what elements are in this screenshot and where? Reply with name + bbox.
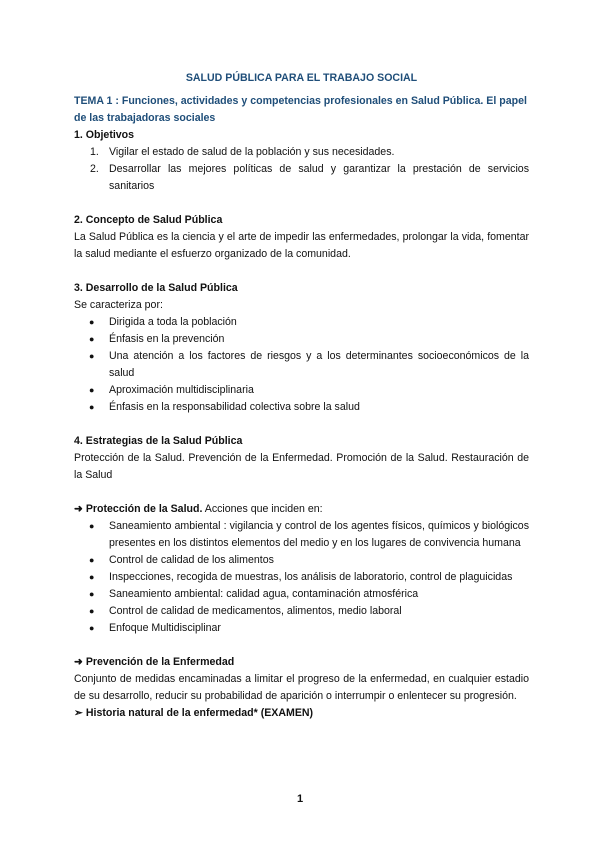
list-item (74, 620, 529, 637)
bullet-icon: ● (89, 317, 95, 327)
topic-heading: TEMA 1 : Funciones, actividades y competencias profesionales en Salud Pública. El papel de las trabajadoras sociales (74, 95, 527, 124)
prevencion-title: Prevención de la Enfermedad (85, 656, 235, 668)
proteccion-list (74, 518, 529, 637)
historia-natural-line (74, 705, 529, 722)
document-title: SALUD PÚBLICA PARA EL TRABAJO SOCIAL (185, 72, 418, 84)
spacer (74, 195, 529, 212)
item-text: Control de calidad de los alimentos (109, 554, 274, 566)
spacer (74, 263, 529, 280)
list-item (74, 518, 529, 552)
section-heading-desarrollo: 3. Desarrollo de la Salud Pública (74, 282, 238, 294)
section-heading-concepto: 2. Concepto de Salud Pública (74, 214, 223, 226)
list-item (74, 603, 529, 620)
proteccion-heading (74, 501, 529, 518)
item-number: 2. (90, 163, 99, 175)
document-content (74, 70, 529, 722)
item-text: Saneamiento ambiental: calidad agua, contaminación atmosférica (109, 588, 419, 600)
bullet-icon: ● (89, 589, 95, 599)
proteccion-subtitle: Acciones que inciden en: (202, 503, 323, 515)
spacer (74, 637, 529, 654)
bullet-icon: ● (89, 606, 95, 616)
arrow-right-icon: ➜ (74, 656, 83, 668)
item-text: Control de calidad de medicamentos, alimentos, medio laboral (109, 605, 402, 617)
item-text: Dirigida a toda la población (109, 316, 237, 328)
arrow-right-icon: ➜ (74, 503, 83, 515)
prevencion-paragraph: Conjunto de medidas encaminadas a limitar el progreso de la enfermedad, en cualquier estadio de su desarrollo, reducir su probabilidad de aparición o interrumpir o enlentecer su progresión. (74, 673, 529, 702)
prevencion-heading (74, 654, 529, 671)
item-text: Desarrollar las mejores políticas de salud y garantizar la prestación de servicios sanitarios (109, 163, 529, 192)
arrowhead-icon: ➣ (74, 707, 83, 719)
bullet-icon: ● (89, 385, 95, 395)
proteccion-title: Protección de la Salud. (85, 503, 203, 515)
concepto-paragraph: La Salud Pública es la ciencia y el arte de impedir las enfermedades, prolongar la vida, fomentar la salud mediante el esfuerzo organizado de la comunidad. (74, 231, 529, 260)
item-number: 1. (90, 146, 99, 158)
list-item (74, 314, 529, 331)
item-text: Inspecciones, recogida de muestras, los análisis de laboratorio, control de plaguicidas (109, 571, 513, 583)
item-text: Una atención a los factores de riesgos y a los determinantes socioeconómicos de la salud (109, 350, 529, 379)
bullet-icon: ● (89, 402, 95, 412)
list-item (74, 348, 529, 382)
item-text: Enfoque Multidisciplinar (109, 622, 221, 634)
bullet-icon: ● (89, 521, 95, 531)
bullet-icon: ● (89, 572, 95, 582)
list-item (74, 331, 529, 348)
list-item (74, 161, 529, 195)
list-item (74, 552, 529, 569)
spacer (74, 484, 529, 501)
bullet-icon: ● (89, 623, 95, 633)
desarrollo-intro: Se caracteriza por: (74, 299, 163, 311)
list-item (74, 569, 529, 586)
spacer (74, 416, 529, 433)
bullet-icon: ● (89, 334, 95, 344)
desarrollo-list (74, 314, 529, 416)
page-number: 1 (296, 793, 304, 805)
list-item (74, 382, 529, 399)
item-text: Énfasis en la prevención (109, 333, 225, 345)
section-heading-estrategias: 4. Estrategias de la Salud Pública (74, 435, 243, 447)
list-item (74, 586, 529, 603)
list-item (74, 144, 529, 161)
item-text: Énfasis en la responsabilidad colectiva sobre la salud (109, 401, 360, 413)
historia-natural-title: Historia natural de la enfermedad* (EXAMEN) (85, 707, 314, 719)
item-text: Aproximación multidisciplinaria (109, 384, 254, 396)
list-item (74, 399, 529, 416)
bullet-icon: ● (89, 351, 95, 361)
objetivos-list (74, 144, 529, 195)
item-text: Vigilar el estado de salud de la población y sus necesidades. (109, 146, 395, 158)
section-heading-objetivos: 1. Objetivos (74, 129, 135, 141)
estrategias-paragraph: Protección de la Salud. Prevención de la Enfermedad. Promoción de la Salud. Restauración de la Salud (74, 452, 529, 481)
bullet-icon: ● (89, 555, 95, 565)
item-text: Saneamiento ambiental : vigilancia y control de los agentes físicos, químicos y biológicos presentes en los distintos elementos del medio y en los lugares de convivencia humana (109, 520, 529, 549)
